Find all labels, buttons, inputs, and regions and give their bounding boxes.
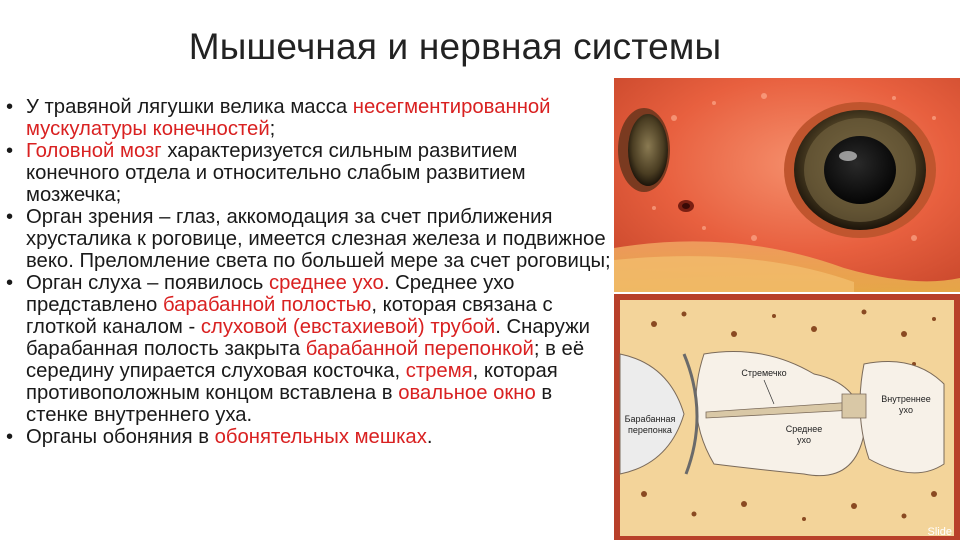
highlighted-term: стремя [405,360,473,382]
highlighted-term: несегментированной мускулатуры конечностей [26,96,551,140]
bullet-text: ; [269,118,276,140]
bullet-item [6,272,612,426]
bullet-text: . Снаружи барабанная полость закрыта [26,316,590,360]
bullet-list [6,96,612,448]
bullet-text: Орган слуха – появилось [26,272,270,294]
bullet-item [6,426,612,448]
bullet-text: в стенке внутреннего уха. [26,382,553,426]
label-eardrum-line1: Барабанная [624,414,676,424]
bullet-text: У травяной лягушки велика масса [26,96,353,118]
bullet-dot: • [6,206,14,228]
bullet-dot: • [6,272,14,294]
slide-title: Мышечная и нервная системы [188,26,722,67]
label-middle-ear-line1: Среднее [785,424,823,434]
bullet-text: ; в её середину упирается слуховая косточка, [26,338,585,382]
highlighted-term: среднее ухо [269,272,384,294]
bullet-dot: • [6,96,14,118]
bullet-text: , которая противоположным концом вставлена в [26,360,558,404]
bullet-text: . Среднее ухо представлено [26,272,515,316]
middle-ear-illustration [614,294,960,540]
highlighted-term: овальное окно [398,382,536,404]
frog-eye-photo [614,78,960,292]
bullet-text: Органы обоняния в [26,426,215,448]
highlighted-term: слуховой (евстахиевой) трубой [200,316,496,338]
label-stapes: Стремечко [741,368,787,378]
bullet-text: Орган зрения – глаз, аккомодация за счет приближения хрусталика к роговице, имеется слезная железа и подвижное веко. Преломление света по большей мере за счет роговицы; [26,206,611,272]
bullet-dot: • [6,140,14,162]
label-inner-ear-line1: Внутреннее [881,394,931,404]
bullet-item [6,140,612,206]
label-eardrum-line2: перепонка [628,425,672,435]
label-inner-ear-line2: ухо [899,405,913,415]
bullet-text: характеризуется сильным развитием конечного отдела и относительно слабым развитием мозжечка; [26,140,526,206]
frog-eye-illustration [614,78,960,292]
ear-diagram [614,294,960,540]
highlighted-term: обонятельных мешках [214,426,427,448]
watermark-text: Slide [927,526,952,538]
highlighted-term: барабанной перепонкой [305,338,534,360]
label-middle-ear-line2: ухо [797,435,811,445]
bullet-item [6,96,612,140]
bullet-dot: • [6,426,14,448]
bullet-item [6,206,612,272]
bullet-text: . [426,426,433,448]
bullet-text: , которая связана с глоткой каналом - [26,294,553,338]
highlighted-term: барабанной полостью [162,294,372,316]
highlighted-term: Головной мозг [26,140,162,162]
